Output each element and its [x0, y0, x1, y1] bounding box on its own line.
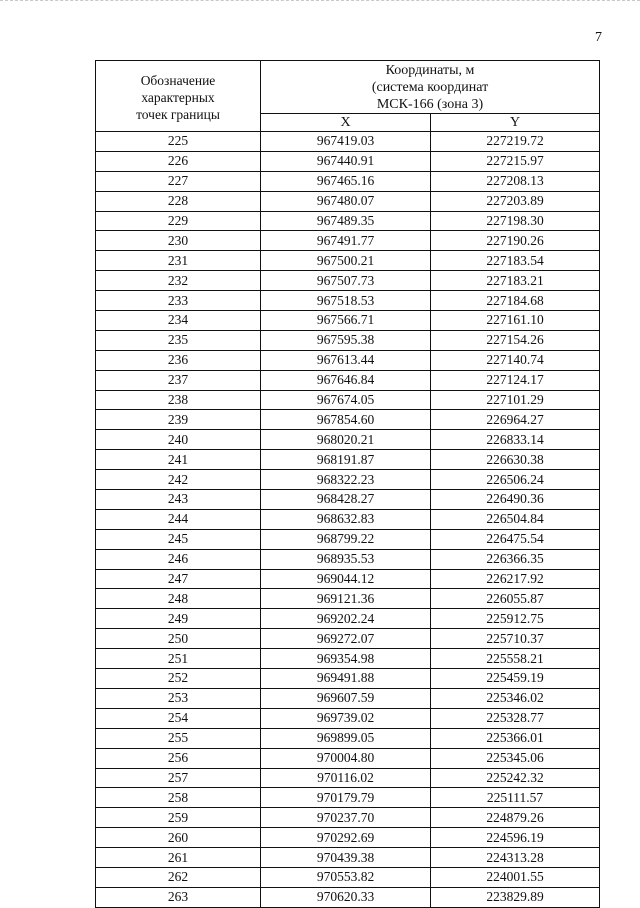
x-coordinate-cell: 967518.53 — [261, 291, 431, 311]
x-coordinate-cell: 967480.07 — [261, 191, 431, 211]
y-coordinate-cell: 227208.13 — [431, 171, 600, 191]
point-cell: 238 — [96, 390, 261, 410]
x-coordinate-cell: 969044.12 — [261, 569, 431, 589]
table-row — [96, 450, 600, 470]
table-row — [96, 768, 600, 788]
x-coordinate-cell: 969121.36 — [261, 589, 431, 609]
y-coordinate-cell: 226490.36 — [431, 490, 600, 510]
table-body — [96, 132, 600, 908]
scan-edge-line — [0, 0, 640, 5]
table-row — [96, 867, 600, 887]
x-coordinate-cell: 968799.22 — [261, 529, 431, 549]
x-coordinate-cell: 970620.33 — [261, 887, 431, 907]
point-cell: 232 — [96, 271, 261, 291]
point-cell: 246 — [96, 549, 261, 569]
x-coordinate-cell: 967491.77 — [261, 231, 431, 251]
point-cell: 247 — [96, 569, 261, 589]
x-coordinate-cell: 969899.05 — [261, 728, 431, 748]
y-coordinate-cell: 226833.14 — [431, 430, 600, 450]
y-coordinate-cell: 227183.21 — [431, 271, 600, 291]
table-row — [96, 669, 600, 689]
y-coordinate-cell: 227215.97 — [431, 151, 600, 171]
y-coordinate-cell: 225366.01 — [431, 728, 600, 748]
point-cell: 234 — [96, 311, 261, 331]
table-row — [96, 887, 600, 907]
point-cell: 253 — [96, 688, 261, 708]
y-coordinate-cell: 226366.35 — [431, 549, 600, 569]
point-cell: 258 — [96, 788, 261, 808]
point-cell: 236 — [96, 350, 261, 370]
x-coordinate-cell: 970439.38 — [261, 848, 431, 868]
point-cell: 260 — [96, 828, 261, 848]
x-coordinate-cell: 968191.87 — [261, 450, 431, 470]
x-coordinate-cell: 967674.05 — [261, 390, 431, 410]
y-coordinate-cell: 227154.26 — [431, 330, 600, 350]
x-coordinate-cell: 968632.83 — [261, 509, 431, 529]
point-cell: 244 — [96, 509, 261, 529]
page-number: 7 — [595, 30, 602, 45]
point-cell: 254 — [96, 708, 261, 728]
y-coordinate-cell: 227190.26 — [431, 231, 600, 251]
table-row — [96, 132, 600, 152]
table-row — [96, 370, 600, 390]
x-coordinate-cell: 968935.53 — [261, 549, 431, 569]
x-coordinate-cell: 967854.60 — [261, 410, 431, 430]
table-row — [96, 549, 600, 569]
y-coordinate-cell: 226504.84 — [431, 509, 600, 529]
point-cell: 262 — [96, 867, 261, 887]
point-cell: 229 — [96, 211, 261, 231]
x-coordinate-cell: 969491.88 — [261, 669, 431, 689]
coords-header-line: МСК-166 (зона 3) — [376, 96, 484, 112]
point-cell: 248 — [96, 589, 261, 609]
point-cell: 230 — [96, 231, 261, 251]
boundary-points-table — [95, 60, 600, 908]
table-row — [96, 271, 600, 291]
point-cell: 255 — [96, 728, 261, 748]
table-row — [96, 589, 600, 609]
table-row — [96, 728, 600, 748]
y-coordinate-cell: 227124.17 — [431, 370, 600, 390]
x-coordinate-cell: 969272.07 — [261, 629, 431, 649]
x-coordinate-cell: 967440.91 — [261, 151, 431, 171]
y-coordinate-cell: 224001.55 — [431, 867, 600, 887]
y-coordinate-cell: 225459.19 — [431, 669, 600, 689]
table-row — [96, 649, 600, 669]
point-cell: 227 — [96, 171, 261, 191]
y-coordinate-cell: 225242.32 — [431, 768, 600, 788]
y-coordinate-cell: 226964.27 — [431, 410, 600, 430]
table-row — [96, 330, 600, 350]
point-cell: 252 — [96, 669, 261, 689]
point-header-line: точек границы — [136, 106, 220, 122]
y-coordinate-cell: 227183.54 — [431, 251, 600, 271]
y-coordinate-cell: 227101.29 — [431, 390, 600, 410]
point-cell: 243 — [96, 490, 261, 510]
point-cell: 259 — [96, 808, 261, 828]
y-coordinate-cell: 227140.74 — [431, 350, 600, 370]
point-cell: 240 — [96, 430, 261, 450]
x-coordinate-cell: 967566.71 — [261, 311, 431, 331]
table-row — [96, 151, 600, 171]
point-cell: 241 — [96, 450, 261, 470]
y-coordinate-cell: 224879.26 — [431, 808, 600, 828]
y-coordinate-cell: 225328.77 — [431, 708, 600, 728]
coords-header-line: Координаты, м — [385, 62, 475, 78]
y-coordinate-cell: 226475.54 — [431, 529, 600, 549]
y-coordinate-cell: 226630.38 — [431, 450, 600, 470]
table-row — [96, 211, 600, 231]
point-cell: 261 — [96, 848, 261, 868]
y-coordinate-cell: 224596.19 — [431, 828, 600, 848]
x-coordinate-cell: 967613.44 — [261, 350, 431, 370]
table-row — [96, 529, 600, 549]
point-cell: 242 — [96, 470, 261, 490]
x-coordinate-cell: 967500.21 — [261, 251, 431, 271]
x-coordinate-cell: 970116.02 — [261, 768, 431, 788]
y-coordinate-cell: 225345.06 — [431, 748, 600, 768]
y-coordinate-cell: 223829.89 — [431, 887, 600, 907]
table-row — [96, 291, 600, 311]
y-coordinate-cell: 225710.37 — [431, 629, 600, 649]
x-coordinate-cell: 969202.24 — [261, 609, 431, 629]
table-row — [96, 609, 600, 629]
table-row — [96, 828, 600, 848]
point-cell: 235 — [96, 330, 261, 350]
y-coordinate-cell: 226217.92 — [431, 569, 600, 589]
x-coordinate-cell: 970553.82 — [261, 867, 431, 887]
point-cell: 257 — [96, 768, 261, 788]
y-column-header: Y — [431, 114, 600, 132]
point-cell: 226 — [96, 151, 261, 171]
table-row — [96, 748, 600, 768]
table-row — [96, 569, 600, 589]
point-header-line: Обозначение — [140, 72, 216, 88]
x-coordinate-cell: 967595.38 — [261, 330, 431, 350]
table-row — [96, 251, 600, 271]
x-coordinate-cell: 970292.69 — [261, 828, 431, 848]
table-row — [96, 231, 600, 251]
table-row — [96, 430, 600, 450]
table-row — [96, 509, 600, 529]
table-row — [96, 848, 600, 868]
x-column-header: X — [261, 114, 431, 132]
y-coordinate-cell: 227219.72 — [431, 132, 600, 152]
y-coordinate-cell: 227203.89 — [431, 191, 600, 211]
coordinates-header — [261, 61, 600, 114]
y-coordinate-cell: 227161.10 — [431, 311, 600, 331]
y-coordinate-cell: 224313.28 — [431, 848, 600, 868]
x-coordinate-cell: 967489.35 — [261, 211, 431, 231]
x-coordinate-cell: 970237.70 — [261, 808, 431, 828]
point-cell: 233 — [96, 291, 261, 311]
point-cell: 245 — [96, 529, 261, 549]
x-coordinate-cell: 968020.21 — [261, 430, 431, 450]
x-coordinate-cell: 969607.59 — [261, 688, 431, 708]
table-row — [96, 708, 600, 728]
point-cell: 256 — [96, 748, 261, 768]
table-row — [96, 350, 600, 370]
y-coordinate-cell: 225912.75 — [431, 609, 600, 629]
point-cell: 231 — [96, 251, 261, 271]
point-cell: 237 — [96, 370, 261, 390]
y-coordinate-cell: 225558.21 — [431, 649, 600, 669]
table-row — [96, 808, 600, 828]
point-header-line: характерных — [141, 89, 215, 105]
coords-header-line: (система координат — [371, 79, 489, 95]
x-coordinate-cell: 967465.16 — [261, 171, 431, 191]
table-row — [96, 390, 600, 410]
x-coordinate-cell: 967507.73 — [261, 271, 431, 291]
x-coordinate-cell: 968322.23 — [261, 470, 431, 490]
x-coordinate-cell: 967646.84 — [261, 370, 431, 390]
table-row — [96, 171, 600, 191]
x-coordinate-cell: 968428.27 — [261, 490, 431, 510]
y-coordinate-cell: 225111.57 — [431, 788, 600, 808]
y-coordinate-cell: 226055.87 — [431, 589, 600, 609]
table-row — [96, 470, 600, 490]
point-column-header — [96, 61, 261, 132]
table-row — [96, 688, 600, 708]
point-cell: 249 — [96, 609, 261, 629]
table-row — [96, 788, 600, 808]
y-coordinate-cell: 226506.24 — [431, 470, 600, 490]
table-row — [96, 629, 600, 649]
point-cell: 239 — [96, 410, 261, 430]
point-cell: 251 — [96, 649, 261, 669]
y-coordinate-cell: 225346.02 — [431, 688, 600, 708]
y-coordinate-cell: 227184.68 — [431, 291, 600, 311]
table-row — [96, 490, 600, 510]
table-row — [96, 191, 600, 211]
point-cell: 263 — [96, 887, 261, 907]
x-coordinate-cell: 970004.80 — [261, 748, 431, 768]
point-cell: 250 — [96, 629, 261, 649]
table-row — [96, 410, 600, 430]
table-row — [96, 311, 600, 331]
point-cell: 225 — [96, 132, 261, 152]
x-coordinate-cell: 969739.02 — [261, 708, 431, 728]
y-coordinate-cell: 227198.30 — [431, 211, 600, 231]
x-coordinate-cell: 969354.98 — [261, 649, 431, 669]
point-cell: 228 — [96, 191, 261, 211]
x-coordinate-cell: 970179.79 — [261, 788, 431, 808]
x-coordinate-cell: 967419.03 — [261, 132, 431, 152]
